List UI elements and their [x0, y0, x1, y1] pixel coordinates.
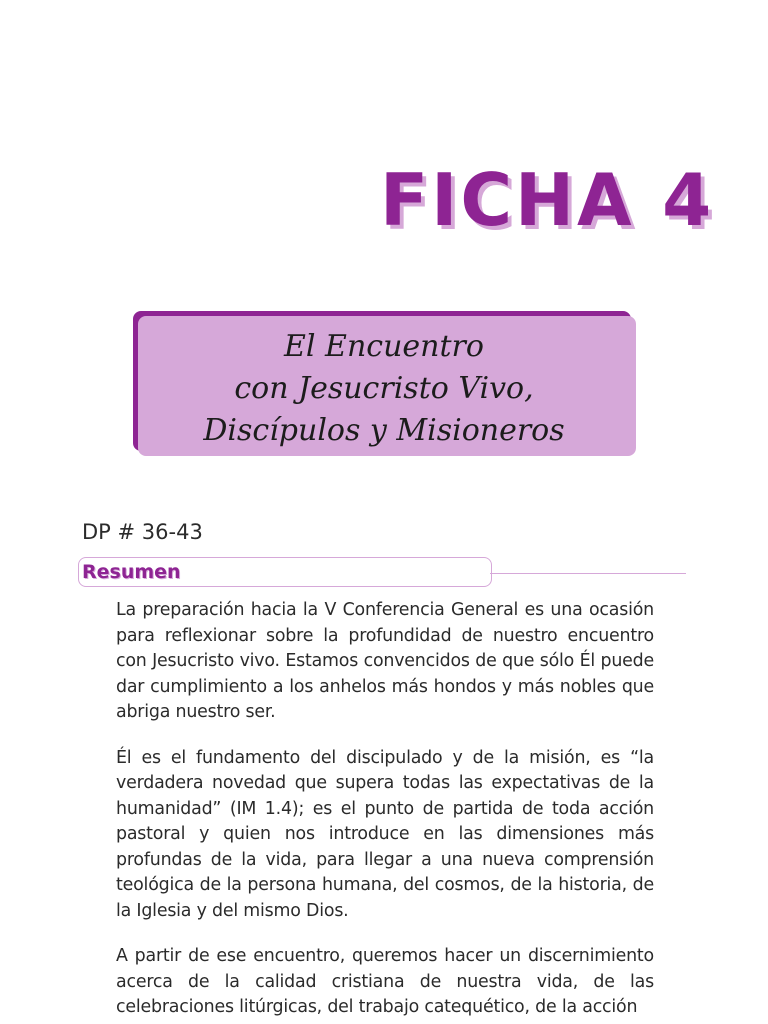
paragraph-1: La preparación hacia la V Conferencia General es una ocasión para reflexionar sobre la profundidad de nuestro encuentro con Jesucristo vivo. Estamos convencidos de que sólo Él puede dar cumplimiento a los anhelos más hondos y más nobles que abriga nuestro ser.: [116, 600, 654, 722]
section-divider: [490, 573, 686, 574]
title-box-text: [138, 326, 630, 452]
title-line-2: con Jesucristo Vivo,: [234, 371, 534, 406]
title-box: [138, 316, 636, 456]
dp-reference: DP # 36-43: [82, 520, 203, 544]
section-heading-resumen: Resumen: [82, 561, 181, 583]
paragraph-2: Él es el fundamento del discipulado y de la misión, es “la verdadera novedad que supera todas las expectativas de la humanidad” (IM 1.4); es el punto de partida de toda acción pastoral y quien nos introduce en las dimensiones más profundas de la vida, para llegar a una nueva comprensión teológica de la persona humana, del cosmos, de la historia, de la Iglesia y del mismo Dios.: [116, 747, 654, 921]
body-text: [116, 598, 654, 1024]
ficha-title: FICHA 4: [380, 158, 715, 242]
title-line-1: El Encuentro: [284, 329, 484, 364]
title-line-3: Discípulos y Misioneros: [203, 413, 565, 448]
paragraph-3: A partir de ese encuentro, queremos hacer un discernimiento acerca de la calidad cristiana de nuestra vida, de las celebraciones litúrgicas, del trabajo catequético, de la acción: [116, 946, 654, 1017]
